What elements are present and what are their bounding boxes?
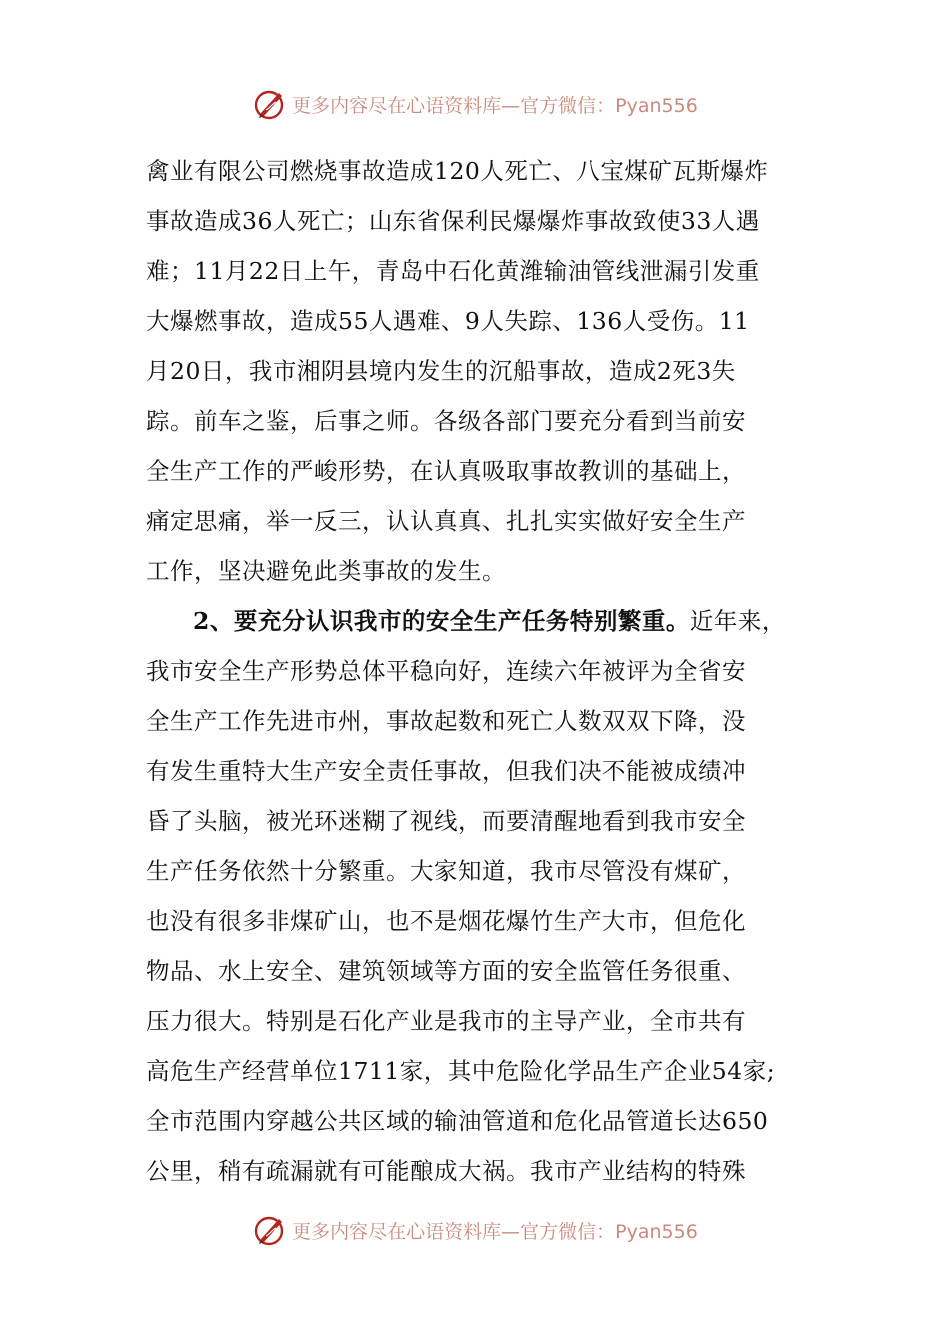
footer-banner-text: 更多内容尽在心语资料库—官方微信：Pyan556 [292,1220,698,1243]
pen-circle-logo-icon [252,1212,288,1248]
footer-banner [0,1210,950,1250]
body-line: 压力很大。特别是石化产业是我市的主导产业，全市共有 [146,1007,746,1035]
body-line: 也没有很多非煤矿山，也不是烟花爆竹生产大市，但危化 [146,907,746,935]
point2-first-tail: 近年来， [689,607,786,635]
body-line: 公里，稍有疏漏就有可能酿成大祸。我市产业结构的特殊 [146,1157,746,1185]
body-line: 事故造成36人死亡；山东省保利民爆爆炸事故致使33人遇 [146,207,760,235]
body-line: 痛定思痛，举一反三，认认真真、扎扎实实做好安全生产 [146,507,746,535]
body-line: 全生产工作先进市州，事故起数和死亡人数双双下降，没 [146,707,746,735]
header-banner-text: 更多内容尽在心语资料库—官方微信：Pyan556 [292,94,698,117]
body-line: 全生产工作的严峻形势，在认真吸取事故教训的基础上， [146,457,746,485]
body-line: 月20日，我市湘阴县境内发生的沉船事故，造成2死3失 [146,357,736,385]
body-line: 大爆燃事故，造成55人遇难、9人失踪、136人受伤。11 [146,307,750,335]
header-banner [0,84,950,124]
body-line: 物品、水上安全、建筑领域等方面的安全监管任务很重、 [146,957,746,985]
point2-first-line [146,596,818,646]
document-body [146,146,818,1196]
body-line: 高危生产经营单位1711家，其中危险化学品生产企业54家; [146,1057,776,1085]
body-line: 有发生重特大生产安全责任事故，但我们决不能被成绩冲 [146,757,746,785]
point2-heading: 2、要充分认识我市的安全生产任务特别繁重。 [193,607,690,635]
body-line: 生产任务依然十分繁重。大家知道，我市尽管没有煤矿， [146,857,746,885]
body-line: 禽业有限公司燃烧事故造成120人死亡、八宝煤矿瓦斯爆炸 [146,157,769,185]
pen-circle-logo-icon [252,86,288,122]
body-line: 踪。前车之鉴，后事之师。各级各部门要充分看到当前安 [146,407,746,435]
body-line: 难；11月22日上午，青岛中石化黄潍输油管线泄漏引发重 [146,257,760,285]
body-line: 我市安全生产形势总体平稳向好，连续六年被评为全省安 [146,657,746,685]
body-line: 昏了头脑，被光环迷糊了视线，而要清醒地看到我市安全 [146,807,746,835]
body-line: 全市范围内穿越公共区域的输油管道和危化品管道长达650 [146,1107,769,1135]
body-line: 工作，坚决避免此类事故的发生。 [146,557,506,585]
